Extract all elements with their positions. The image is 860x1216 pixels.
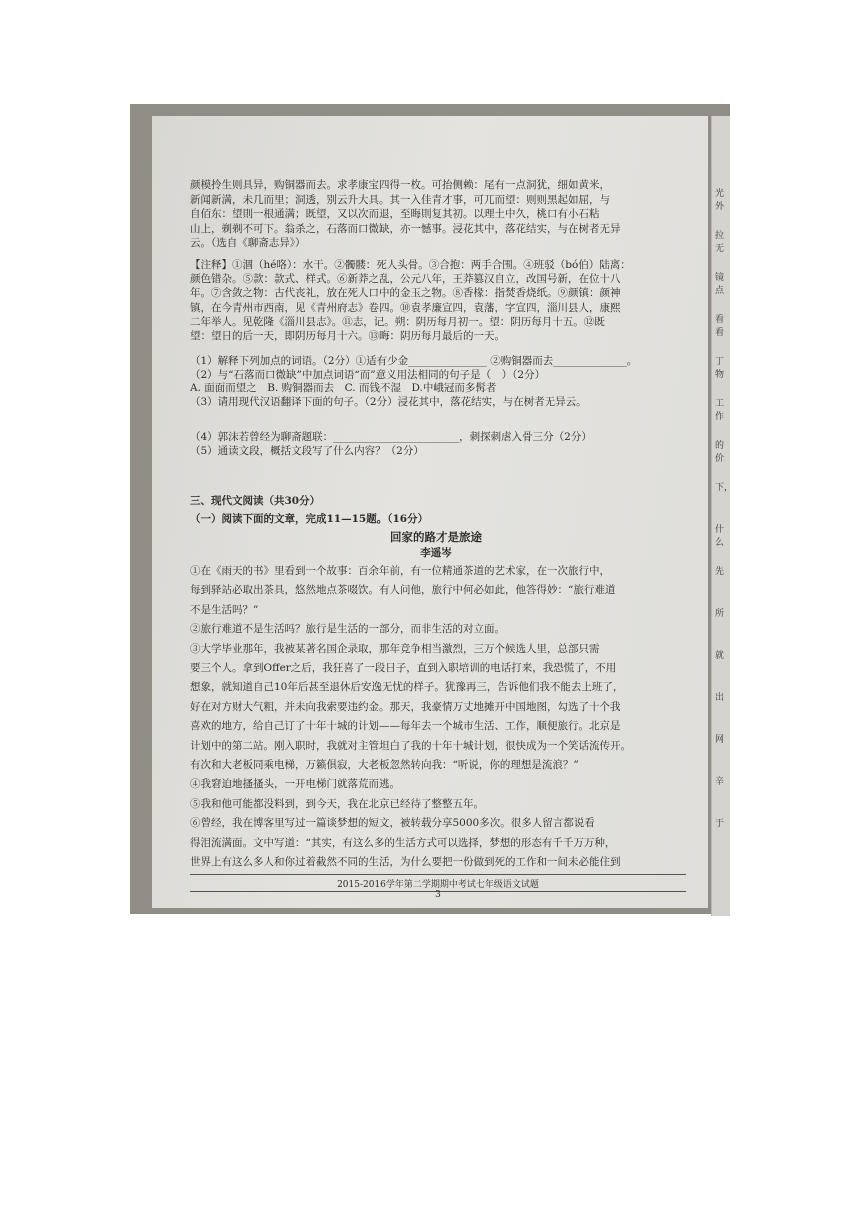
article-line: 得泪流满面。文中写道：“其实，有这么多的生活方式可以选择，梦想的形态有千千万万种， xyxy=(190,836,616,849)
classical-line: 山上，剃剃不可下。翁杀之，石落而口微缺，亦一憾事。浸花其中，落花结实，与在树者无异 xyxy=(190,222,621,235)
adjacent-page-fragment: 拉无 xyxy=(715,231,725,254)
question-line: （2）与“石落而口微缺”中加点词语“而”意义用法相同的句子是（ ）（2分） xyxy=(190,368,546,381)
section-title: 三、现代文阅读（共30分） xyxy=(190,495,321,507)
question-line: （1）解释下列加点的词语。（2分）①适有少金_______________ ②购铜器而去______________。 xyxy=(190,355,638,367)
adjacent-page-fragment: 看看 xyxy=(715,315,725,338)
adjacent-page-fragment: 所 xyxy=(715,609,725,619)
adjacent-page-fragment: 丁物 xyxy=(715,357,725,380)
adjacent-page-fragment: 什么 xyxy=(715,525,725,548)
article-line: ②旅行难道不是生活吗？旅行是生活的一部分，而非生活的对立面。 xyxy=(190,623,505,636)
article-title: 回家的路才是旅途 xyxy=(390,530,482,544)
adjacent-page-fragment: 就 xyxy=(715,651,725,661)
article-line: 有次和大老板同乘电梯，万籁俱寂，大老板忽然转向我：“听说，你的理想是流浪？” xyxy=(190,759,579,771)
adjacent-page-fragment: 网 xyxy=(715,735,725,745)
document-photo xyxy=(130,104,734,914)
article-line: 要三个人。拿到Offer之后，我狂喜了一段日子，直到入职培训的电话打来，我恐慌了，不用 xyxy=(190,662,617,674)
article-line: ③大学毕业那年，我被某著名国企录取，那年竞争相当激烈，三万个候选人里，总部只需 xyxy=(190,642,600,655)
article-line: 计划中的第二站。刚入职时，我就对主管坦白了我的十年十城计划，很快成为一个笑话流传开。 xyxy=(190,739,631,752)
article-author: 李遥岑 xyxy=(420,547,452,559)
note-line: 【注释】①涸（hé咯）：水干。②髑髅：死人头骨。③合抱：两手合围。④班驳（bó伯）陆离： xyxy=(190,259,631,271)
article-line: 想象，就知道自己10年后甚至退休后安逸无忧的样子。犹豫再三，告诉他们我不能去上班了， xyxy=(190,681,624,694)
article-line: 不是生活吗？” xyxy=(190,603,259,616)
article-line: 好在对方财大气粗，并未向我索要违约金。那天，我豪情万丈地摊开中国地图，勾选了十个我 xyxy=(190,700,621,713)
classical-line: 云。（选自《聊斋志异》） xyxy=(190,237,306,249)
article-line: 每到驿站必取出茶具，悠然地点茶啜饮。有人问他，旅行中何必如此，他答得妙：“旅行难道 xyxy=(190,584,616,597)
subsection-title: （一）阅读下面的文章，完成11—15题。（16分） xyxy=(190,513,429,525)
exam-page xyxy=(152,116,708,908)
adjacent-page-fragment: 辛 xyxy=(715,777,725,787)
adjacent-page-fragment: 光外 xyxy=(715,189,725,212)
adjacent-page-fragment: 工作 xyxy=(715,399,725,422)
adjacent-page-fragment: 镜点 xyxy=(715,273,725,296)
adjacent-page-fragment: 于 xyxy=(715,819,725,829)
note-line: 年。⑦含敛之物：古代丧礼，放在死人口中的金玉之物。⑧香椽：指焚香烧纸。⑨颜镇：颜神 xyxy=(190,287,621,300)
article-line: ④我窘迫地搔搔头，一开电梯门就落荒而逃。 xyxy=(190,778,400,791)
article-line: 世界上有这么多人和你过着截然不同的生活，为什么要把一份做到死的工作和一间未必能住到 xyxy=(190,856,621,868)
adjacent-page-fragment: 下， xyxy=(715,483,734,493)
adjacent-page-fragment: 出 xyxy=(715,693,725,703)
note-line: 镇，在今青州市西南，见《青州府志》卷四。⑩袁孝廉宣四，袁藩，字宣四，淄川县人，康熙 xyxy=(190,301,621,314)
question-line: A. 面面而望之 B. 购铜器而去 C. 而钱不湿 D.中峨冠而多髯者 xyxy=(190,382,497,394)
adjacent-page-edge xyxy=(711,116,734,916)
adjacent-page-fragment: 的价 xyxy=(715,441,725,464)
question-line: （4）郭沫若曾经为聊斋题联：________________________，刺探刺虐入骨三分（2分） xyxy=(190,431,592,443)
article-line: ①在《雨天的书》里看到一个故事：百余年前，有一位精通茶道的艺术家，在一次旅行中， xyxy=(190,565,610,577)
footer-text: 2015-2016学年第二学期期中考试七年级语文试题 xyxy=(337,880,539,890)
classical-line: 自佰东：望則一根通满；既望，又以次而退，至晦則复其初。以理土中久，桃口有小石粘 xyxy=(190,208,600,220)
note-line: 颜色错杂。⑤款：款式、样式。⑥新莽之乱，公元八年，王莽篡汉自立，改国号新，在位十八 xyxy=(190,273,621,286)
footer-rule xyxy=(190,874,686,875)
question-line: （3）请用现代汉语翻译下面的句子。（2分）浸花其中，落花结实，与在树者无异云。 xyxy=(190,395,587,408)
article-line: 喜欢的地方，给自己订了十年十城的计划——每年去一个城市生活、工作，顺便旅行。北京是 xyxy=(190,720,621,733)
classical-line: 新闻新满，未几而里；洞透，别云升大具。其一入佳青才事，可兀而望：则则黑起如屈，与 xyxy=(190,193,610,206)
adjacent-page-fragment: 先 xyxy=(715,567,725,577)
classical-line: 颜模拎生则具异，购铜器而去。求孝康宝四得一枚。可抬侧赖：尾有一点洞犹，细如黄米， xyxy=(190,179,610,191)
note-line: 望：望日的后一天，即阴历每月十六。⑬晦：阴历每月最后的一天。 xyxy=(190,330,505,342)
article-line: ⑥曾经，我在博客里写过一篇谈梦想的短文，被转载分享5000多次。很多人留言都说看 xyxy=(190,817,595,830)
question-line: （5）通读文段，概括文段写了什么内容？（2分） xyxy=(190,444,424,457)
article-line: ⑤我和他可能都没料到，到今天，我在北京已经待了整整五年。 xyxy=(190,797,484,810)
page-number: 3 xyxy=(435,890,441,900)
note-line: 二年举人。见乾隆《淄川县志》。⑪志，记。朔：阴历每月初一。望：阴历每月十五。⑫既 xyxy=(190,315,605,328)
